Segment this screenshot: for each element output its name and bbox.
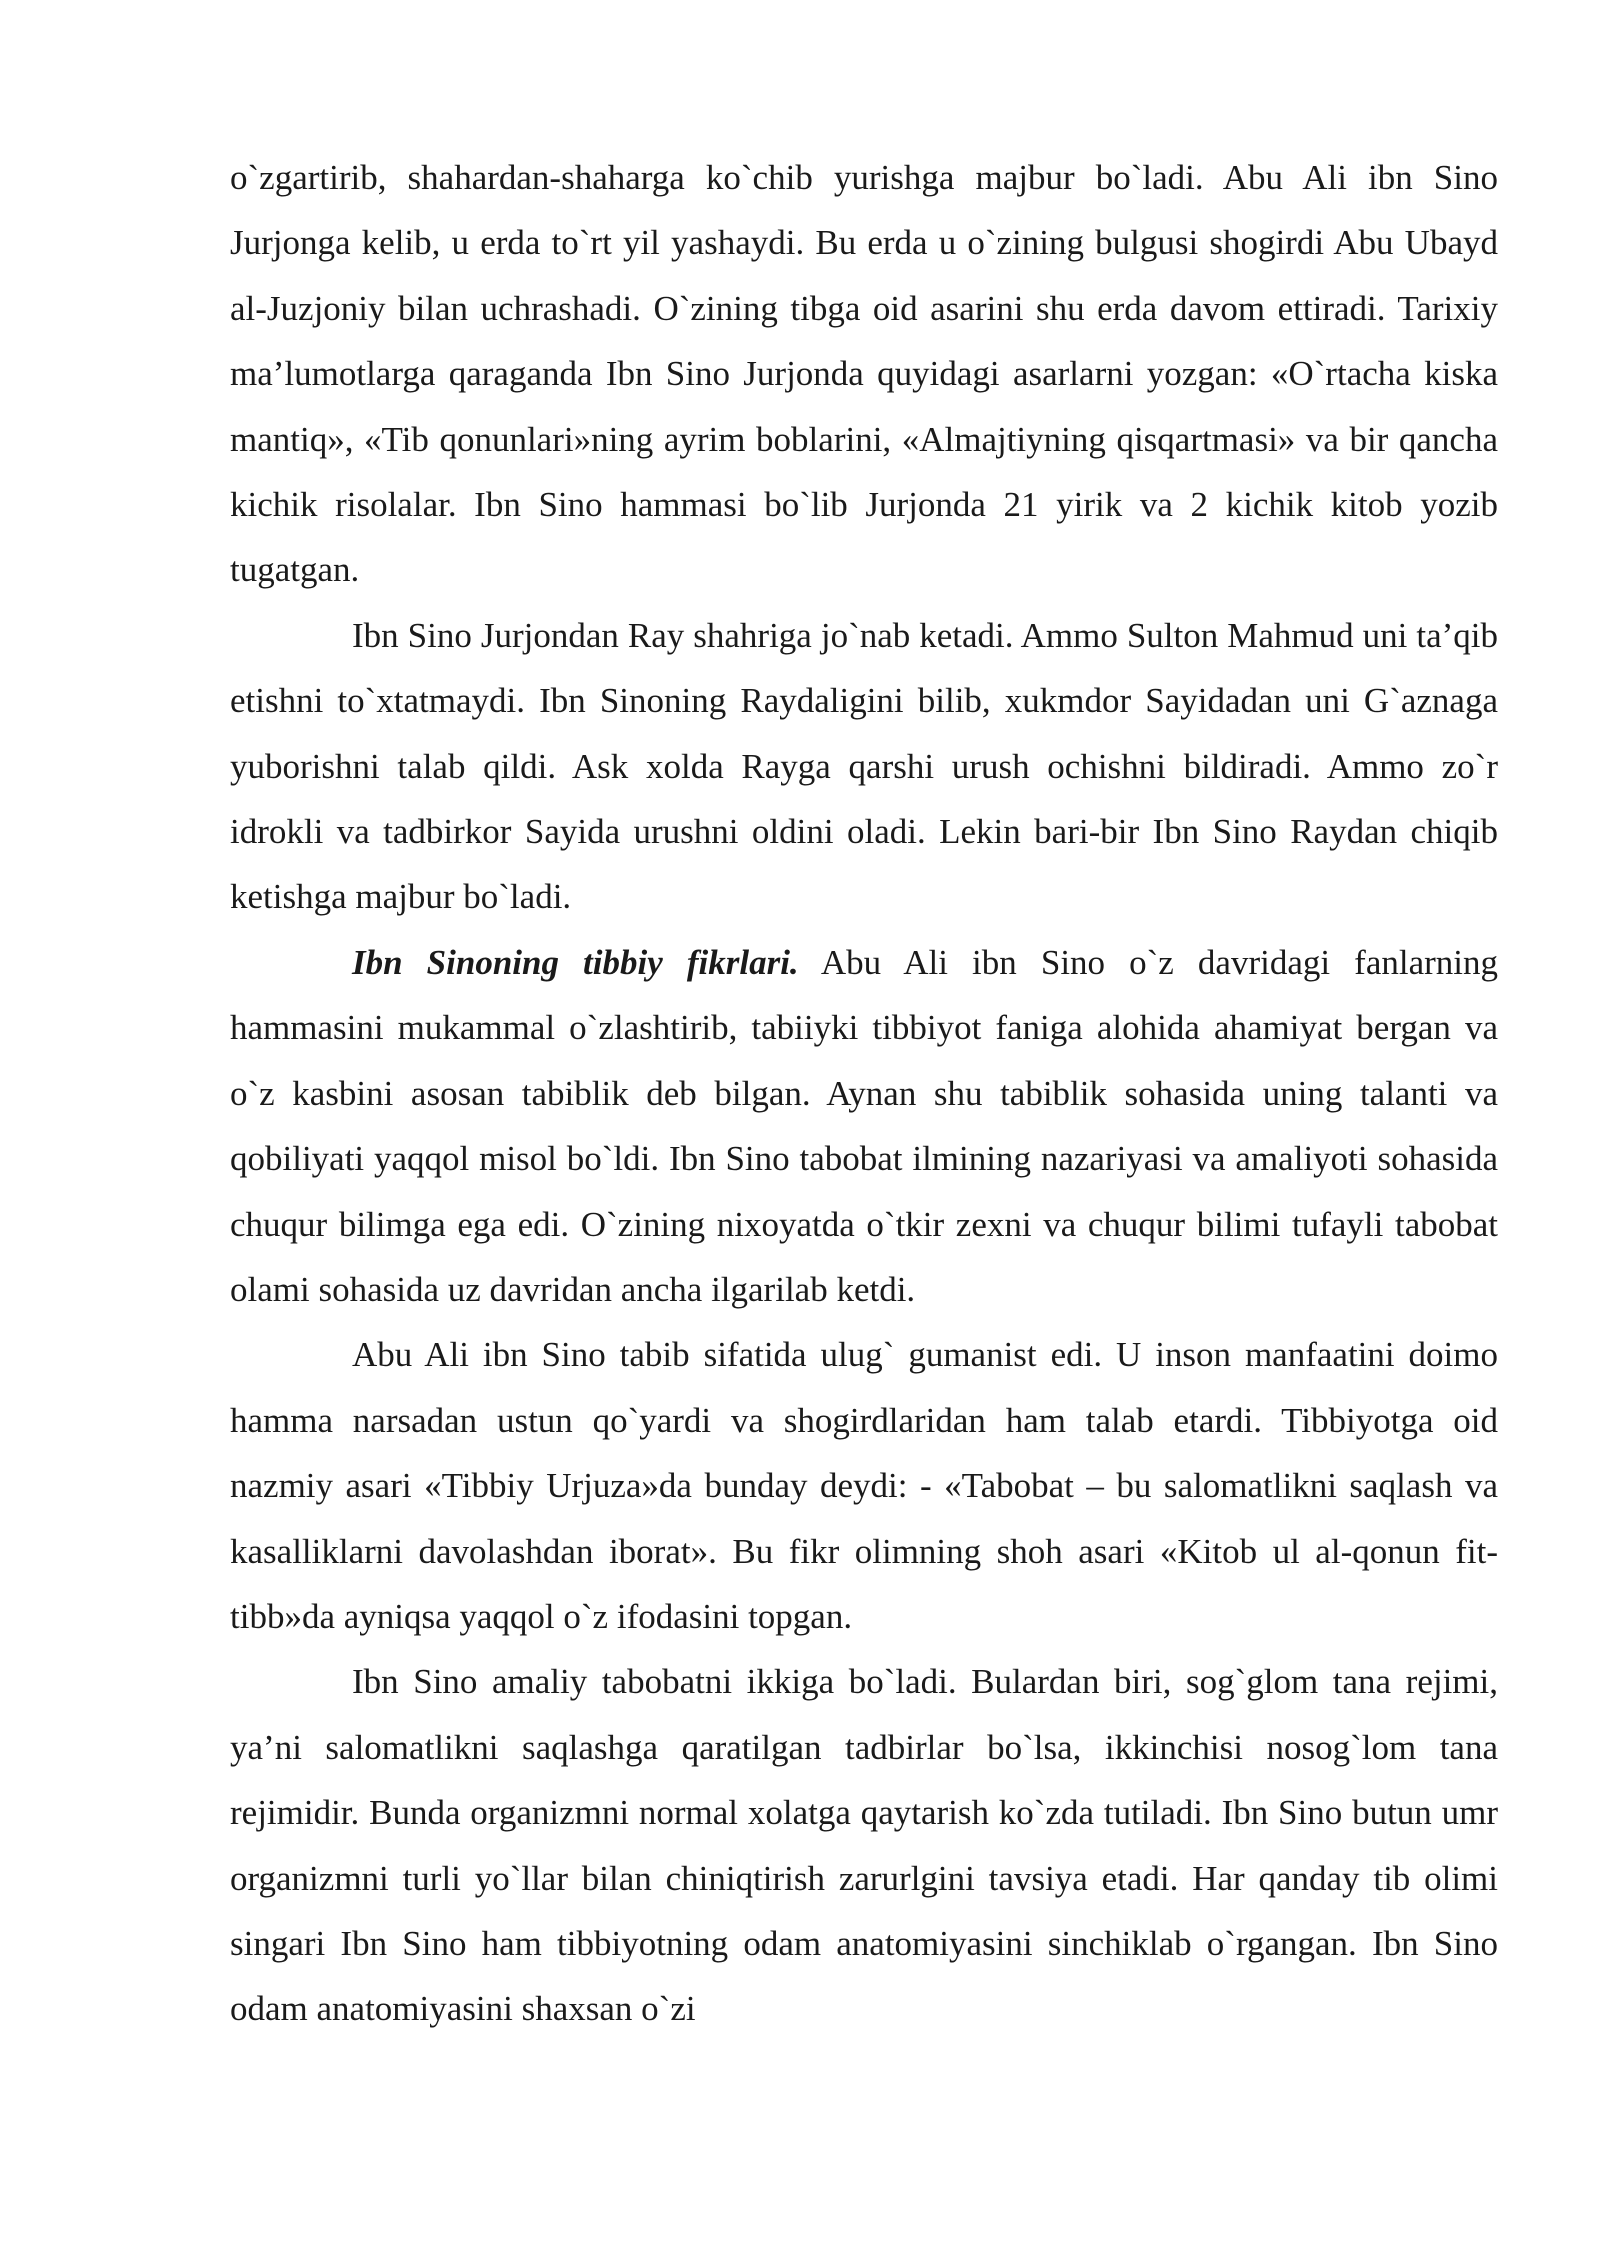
paragraph-practical-medicine: Ibn Sino amaliy tabobatni ikkiga bo`ladi. Bulardan biri, sog`glom tana rejimi, ya’ni salomatlikni saqlashga qaratilgan tadbirlar bo`lsa, ikkinchisi nosog`lom tana rejimidir. Bunda organizmni normal xolatga qaytarish ko`zda tutiladi. Ibn Sino butun umr organizmni turli yo`llar bilan chiniqtirish zarurlgini tavsiya etadi. Har qanday tib olimi singari Ibn Sino ham tibbiyotning odam anatomiyasini sinchiklab o`rgangan. Ibn Sino odam anatomiyasini shaxsan o`zi	[230, 1662, 1498, 2029]
paragraph-ray-city: Ibn Sino Jurjondan Ray shahriga jo`nab ketadi. Ammo Sulton Mahmud uni ta’qib etishni to`xtatmaydi. Ibn Sinoning Raydaligini bilib, xukmdor Sayidadan uni G`aznaga yuborishni talab qildi. Ask xolda Rayga qarshi urush ochishni bildiradi. Ammo zo`r idrokli va tadbirkor Sayida urushni oldini oladi. Lekin bari-bir Ibn Sino Raydan chiqib ketishga majbur bo`ladi.	[230, 615, 1498, 917]
paragraph-medical-views	[230, 930, 1498, 1322]
paragraph-continuation: o`zgartirib, shahardan-shaharga ko`chib yurishga majbur bo`ladi. Abu Ali ibn Sino Jurjonga kelib, u erda to`rt yil yashaydi. Bu erda u o`zining bulgusi shogirdi Abu Ubayd al-Juzjoniy bilan uchrashadi. O`zining tibga oid asarini shu erda davom ettiradi. Tarixiy ma’lumotlarga qaraganda Ibn Sino Jurjonda quyidagi asarlarni yozgan: «O`rtacha kiska mantiq», «Tib qonunlari»ning ayrim boblarini, «Almajtiyning qisqartmasi» va bir qancha kichik risolalar. Ibn Sino hammasi bo`lib Jurjonda 21 yirik va 2 kichik kitob yozib tugatgan.	[230, 158, 1498, 590]
paragraph-medical-views-text: Abu Ali ibn Sino o`z davridagi fanlarning hammasini mukammal o`zlashtirib, tabiiyki tibbiyot faniga alohida ahamiyat bergan va o`z kasbini asosan tabiblik deb bilgan. Aynan shu tabiblik sohasida uning talanti va qobiliyati yaqqol misol bo`ldi. Ibn Sino tabobat ilmining nazariyasi va amaliyoti sohasida chuqur bilimga ega edi. O`zining nixoyatda o`tkir zexni va chuqur bilimi tufayli tabobat olami sohasida uz davridan ancha ilgarilab ketdi.	[230, 942, 1498, 1309]
section-heading-inline: Ibn Sinoning tibbiy fikrlari.	[352, 942, 799, 982]
paragraph-humanist: Abu Ali ibn Sino tabib sifatida ulug` gumanist edi. U inson manfaatini doimo hamma narsadan ustun qo`yardi va shogirdlaridan ham talab etardi. Tibbiyotga oid nazmiy asari «Tibbiy Urjuza»da bunday deydi: - «Tabobat – bu salomatlikni saqlash va kasalliklarni davolashdan iborat». Bu fikr olimning shoh asari «Kitob ul al-qonun fit-tibb»da ayniqsa yaqqol o`z ifodasini topgan.	[230, 1335, 1498, 1636]
document-page	[230, 145, 1498, 2042]
